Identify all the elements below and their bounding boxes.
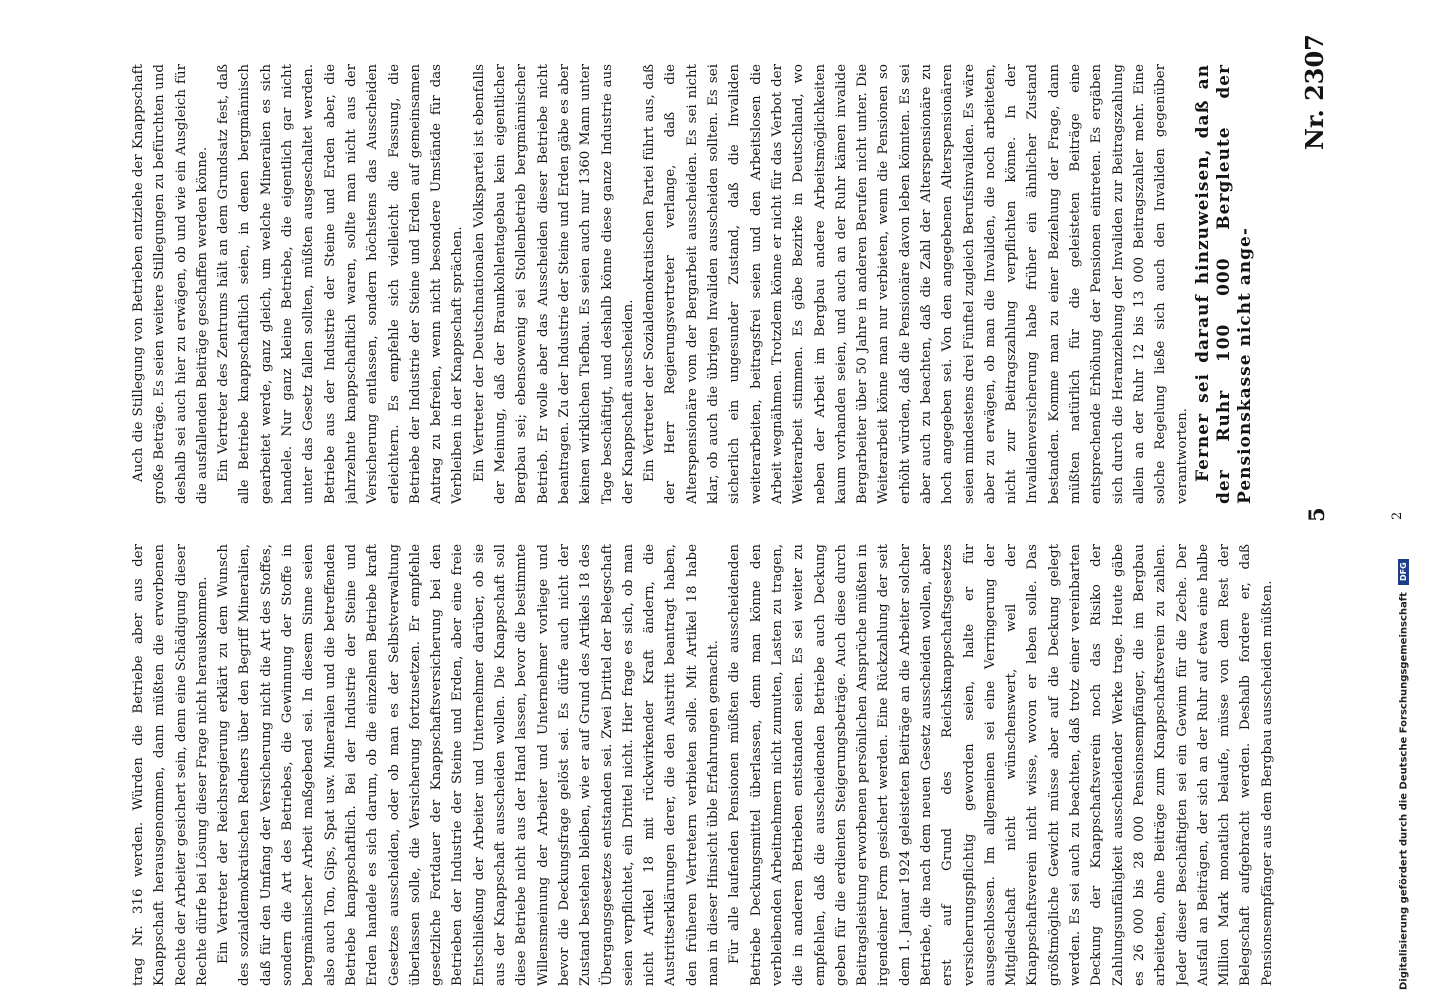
text-column-left: [128, 544, 1298, 986]
paragraph: Ein Vertreter der Reichsregierung erklärt zu dem Wunsch des sozialdemokratischen Redners über den Begriff Mineralien, daß für den Umfang der Versicherung nicht die Art des Stoffes, sondern die Art des Betriebes, die Gewinnung der Stoffe in bergmännischer Arbeit maßgebend sei. In diesem Sinne seien also auch Ton, Gips, Spat usw. Mineralien und die betreffenden Betriebe knappschaftlich. Bei der Industrie der Steine und Erden handele es sich darum, ob die einzelnen Betriebe kraft Gesetzes ausscheiden, oder ob man es der Selbstverwaltung überlassen solle, die Versicherung fortzusetzen. Er empfehle gesetzliche Fortdauer der Knappschaftsversicherung bei den Betrieben der Industrie der Steine und Erden, aber eine freie Entschließung der Arbeiter und Unternehmer darüber, ob sie aus der Knappschaft ausscheiden wollen. Die Knappschaft soll diese Betriebe nicht aus der Hand lassen, bevor die bestimmte Willensmeinung der Arbeiter und Unternehmer vorliege und bevor die Deckungsfrage gelöst sei. Es dürfe auch nicht der Zustand bestehen bleiben, wie er auf Grund des Artikels 18 des Übergangsgesetzes entstanden sei. Zwei Drittel der Belegschaft seien verpflichtet, ein Drittel nicht. Hier frage es sich, ob man nicht Artikel 18 mit rückwirkender Kraft ändern, die Austrittserklärungen derer, die den Austritt beantragt haben, den früheren Vertretern verbieten solle. Mit Artikel 18 habe man in dieser Hinsicht üble Erfahrungen gemacht.: [216, 544, 722, 986]
dfg-logo: DFG: [1398, 559, 1409, 585]
paragraph: Auch die Stillegung von Betrieben entziehe der Knappschaft große Beträge. Es seien weitere Stillegungen zu befürchten und deshalb sei auch hier zu erwägen, ob und wie ein Ausgleich für die ausfallenden Beiträge geschaffen werden könne.: [131, 64, 210, 504]
paragraph: Ferner sei darauf hinzuweisen, daß an der Ruhr 100 000 Bergleute der Pensionskasse nicht ange-: [1192, 64, 1256, 504]
text-column-right: [128, 64, 1298, 504]
paragraph: Ein Vertreter des Zentrums hält an dem Grundsatz fest, daß alle Betriebe knappschaftlich seien, in denen bergmännisch gearbeitet werde, ganz gleich, um welche Mineralien es sich handele. Nur ganz kleine Betriebe, die eigentlich gar nicht unter das Gesetz fallen sollten, müßten ausgeschaltet werden. Betriebe aus der Industrie der Steine und Erden aber, die jahrzehnte knappschaftlich waren, sollte man nicht aus der Versicherung entlassen, sondern höchstens das Ausscheiden erleichtern. Es empfehle sich vielleicht die Fassung, die Betriebe der Industrie der Steine und Erden auf gemeinsamen Antrag zu befreien, wenn nicht besondere Umstände für das Verbleiben in der Knappschaft sprächen.: [216, 64, 466, 504]
paragraph: trag Nr. 316 werden. Würden die Betriebe aber aus der Knappschaft herausgenommen, dann müßten die erworbenen Rechte der Arbeiter gesichert sein, denn eine Schädigung dieser Rechte dürfe bei Lösung dieser Frage nicht herauskommen.: [131, 544, 210, 986]
paragraph: Für alle laufenden Pensionen müßten die ausscheidenden Betriebe Deckungsmittel überlassen, denn man könne den verbleibenden Arbeitnehmern nicht zumuten, Lasten zu tragen, die in anderen Betrieben entstanden seien. Es sei weiter zu empfehlen, daß die ausscheidenden Betriebe auch Deckung geben für die erdienten Steigerungsbeträge. Auch diese durch Beitragsleistung erworbenen persönlichen Ansprüche müßten in irgendeiner Form gesichert werden. Eine Rückzahlung der seit dem 1. Januar 1924 geleisteten Beiträge an die Arbeiter solcher Betriebe, die nach dem neuen Gesetz ausscheiden wollen, aber erst auf Grund des Reichsknappschaftsgesetzes versicherungspflichtig geworden seien, halte er für ausgeschlossen. Im allgemeinen sei eine Verringerung der Mitgliedschaft nicht wünschenswert, weil der Knappschaftsverein nicht wisse, wovon er leben solle. Das größtmögliche Gewicht müsse aber auf die Deckung gelegt werden. Es sei auch zu beachten, daß trotz einer vereinbarten Deckung der Knappschaftsverein noch das Risiko der Zahlungsunfähigkeit ausscheidender Werke trage. Heute gäbe es 26 000 bis 28 000 Pensionsempfänger, die im Bergbau arbeiteten, ohne Beiträge zum Knappschaftsverein zu zahlen. Jeder dieser Beschäftigten sei ein Gewinn für die Zeche. Der Ausfall an Beiträgen, der sich an der Ruhr auf etwa eine halbe Million Mark monatlich belaufe, müsse von dem Rest der Belegschaft aufgebracht werden. Deshalb fordere er, daß Pensionsempfänger aus dem Bergbau ausscheiden müßten.: [727, 544, 1275, 986]
page-number: 5: [1304, 507, 1329, 522]
document-number: Nr. 2307: [1300, 34, 1329, 150]
paragraph: Ein Vertreter der Deutschnationalen Volkspartei ist ebenfalls der Meinung, daß der Braunkohlentagebau kein eigentlicher Bergbau sei; ebensowenig sei Stollenbetrieb bergmännischer Betrieb. Er wolle aber das Ausscheiden dieser Betriebe nicht beantragen. Zu der Industrie der Steine und Erden gäbe es aber keinen wirklichen Tiefbau. Es seien auch nur 1360 Mann unter Tage beschäftigt, und deshalb könne diese ganze Industrie aus der Knappschaft ausscheiden.: [471, 64, 636, 504]
paragraph: Ein Vertreter der Sozialdemokratischen Partei führt aus, daß der Herr Regierungsvertreter verlange, daß die Alterspensionäre vom der Bergarbeit ausscheiden. Es sei nicht klar, ob auch die übrigen Invaliden ausscheiden sollten. Es sei sicherlich ein ungesunder Zustand, daß die Invaliden weiterarbeiten, beitragsfrei seien und den Arbeitslosen die Arbeit wegnähmen. Trotzdem könne er nicht für das Verbot der Weiterarbeit stimmen. Es gäbe Bezirke in Deutschland, wo neben der Arbeit im Bergbau andere Arbeitsmöglichkeiten kaum vorhanden seien, und auch an der Ruhr kämen invalide Bergarbeiter über 50 Jahre in anderen Berufen nicht unter. Die Weiterarbeit könne man nur verbieten, wenn die Pensionen so erhöht würden, daß die Pensionäre davon leben könnten. Es sei aber auch zu beachten, daß die Zahl der Alterspensionäre zu hoch angegeben sei. Von den angegebenen Alterspensionären seien mindestens drei Fünftel zugleich Berufsinvaliden. Es wäre aber zu erwägen, ob man die Invaliden, die noch arbeiteten, nicht zur Beitragszahlung verpflichten könne. In der Invalidenversicherung habe früher ein ähnlicher Zustand bestanden. Komme man zu einer Beziehung der Frage, dann müßten natürlich für die geleisteten Beiträge eine entsprechende Erhöhung der Pensionen eintreten. Es ergäben sich durch die Heranziehung der Invaliden zur Beitragszahlung allein an der Ruhr 12 bis 13 000 Beitragszahler mehr. Eine solche Regelung ließe sich auch den Invaliden gegenüber verantworten.: [642, 64, 1190, 504]
digitization-credit: [1398, 10, 1410, 990]
signature-mark: 2: [1390, 511, 1405, 520]
credit-text: Digitalisierung gefördert durch die Deutsche Forschungsgemeinschaft: [1398, 592, 1410, 990]
